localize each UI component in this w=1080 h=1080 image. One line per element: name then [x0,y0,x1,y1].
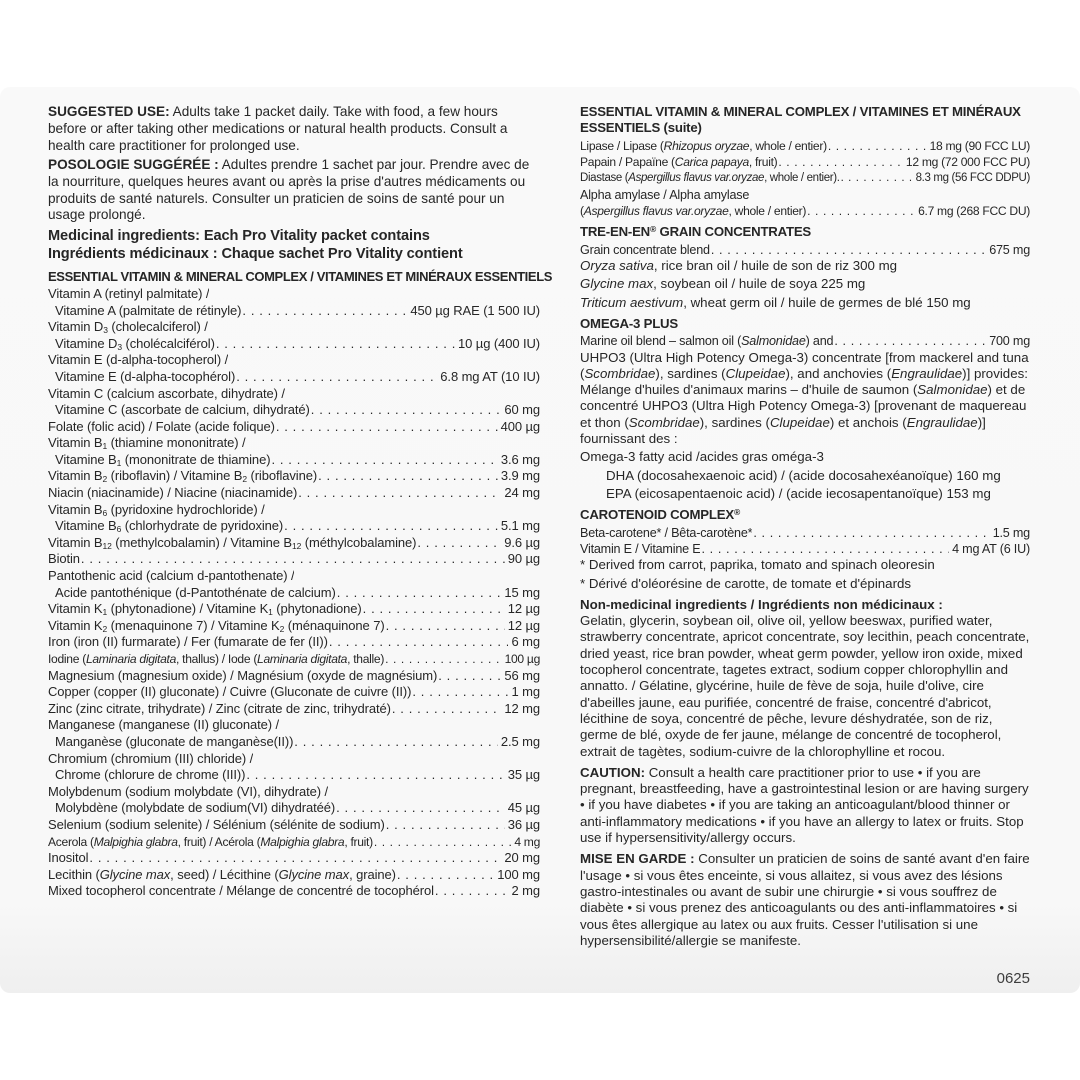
ingredient-name: Vitamin $B_2$ (riboflavin) / Vitamine $B_2$ (riboflavine) [48,468,318,485]
ingredient-row [48,883,540,900]
ingredient-row [48,651,540,668]
dot-leader [374,834,511,851]
ingredient-name: Chromium (chromium (III) chloride) / [48,750,254,766]
ingredient-name: Manganese (manganese (II) gluconate) / [48,717,280,733]
dot-leader [271,452,497,469]
ingredient-value: 675 mg [989,242,1030,257]
dot-leader [81,551,505,568]
ingredient-name: Vitamin C (calcium ascorbate, dihydrate) / [48,385,285,401]
ingredient-row [580,203,1030,219]
ingredient-row [48,452,540,469]
ingredient-name: Molybdène (molybdate de sodium(VI) dihydratéé) [55,800,336,816]
dot-leader [242,303,407,320]
ingredient-name: Beta-carotene* / Bêta-carotène* [580,525,753,540]
ingredient-row [48,800,540,817]
ingredient-value: 6.7 mg (268 FCC DU) [918,204,1030,218]
ingredient-row [48,784,540,801]
dot-leader [397,867,494,884]
paragraph: UHPO3 (Ultra High Potency Omega-3) concentrate [from mackerel and tuna (Scombridae), sardines (Clupeidae), and anchovies (Engraulidae)] provides: Mélange d'huiles d'animaux marins – d'huile de saumon (Salmonidae) et de concentré UHPO3 (Ultra High Potency Omega-3) [provenant de maquereau et thon (Scombridae), sardines (Clupeidae) et anchois (Engraulidae)] fournissant des : [580,349,1029,447]
ingredient-value: 2.5 mg [500,733,540,749]
ingredient-name: Vitamin $K_2$ (menaquinone 7) / Vitamine $K_2$ (ménaquinone 7) [48,617,385,634]
ingredient-name: Acide pantothénique (d-Pantothénate de calcium) [55,584,336,600]
dot-leader [236,369,437,386]
dot-leader [386,618,505,635]
ingredient-value: 400 µg [500,418,540,434]
ingredient-row [48,734,540,751]
right-column [580,104,1030,979]
ingredient-name: Molybdenum (sodium molybdate (VI), dihydrate) / [48,783,328,799]
ingredient-row [48,286,540,303]
ingredient-name: Iodine (Laminaria digitata, thallus) / Iode (Laminaria digitata, thalle) [48,652,385,666]
ingredient-row [580,525,1030,541]
ingredient-value: 8.3 mg (56 FCC DDPU) [915,172,1030,185]
ingredient-name: Vitamin E (d-alpha-tocopherol) / [48,352,229,368]
ingredient-value: 3.6 mg [500,451,540,467]
ingredient-row [580,138,1030,154]
paragraph: Glycine max, soybean oil / huile de soya 225 mg [580,276,866,292]
ingredient-row [48,867,540,884]
dot-leader [841,170,913,186]
dot-leader [216,336,455,353]
ingredient-row [48,767,540,784]
section-heading: CAROTENOID COMPLEX® [580,507,741,523]
dot-leader [392,701,502,718]
ingredient-row [48,369,540,386]
ingredient-row [48,419,540,436]
ingredient-name: Biotin [48,551,80,567]
dot-leader [276,419,498,436]
dot-leader [246,767,504,784]
paragraph: EPA (eicosapentaenoic acid) / (acide iecosapentanoïque) 153 mg [606,485,991,501]
ingredient-value: 3.9 mg [500,468,540,484]
ingredient-name: Vitamine A (palmitate de rétinyle) [55,302,242,318]
left-column [48,104,553,979]
ingredient-row [48,386,540,403]
ingredient-name: Vitamin A (retinyl palmitate) / [48,285,210,301]
paragraph: MISE EN GARDE : Consulter un praticien de soins de santé avant d'en faire l'usage • si vous êtes enceinte, si vous allaitez, si vous avez des lésions gastro-intestinales ou avant de subir une chirurgie • si vous souffrez de diabète • si vous prenez des anticoagulants ou des anti-inflammatoires • si vous êtes allergique au latex ou aux fruits. Cesser l'utilisation si une hypersensibilité/allergie se manifeste. [580,851,1030,948]
ingredient-row [48,535,540,552]
ingredient-value: 4 mg AT (6 IU) [952,541,1030,556]
ingredient-value: 1.5 mg [992,525,1030,540]
ingredient-row [48,352,540,369]
ingredient-name: Acerola (Malpighia glabra, fruit) / Acérola (Malpighia glabra, fruit) [48,834,373,849]
ingredient-row [48,601,540,618]
ingredient-name: Vitamine C (ascorbate de calcium, dihydraté) [55,402,310,418]
ingredient-value: 700 mg [989,334,1030,349]
label-panel [0,87,1080,993]
dot-leader [711,242,986,258]
ingredient-row [580,187,1030,203]
ingredient-name: Zinc (zinc citrate, trihydrate) / Zinc (citrate de zinc, trihydraté) [48,700,391,716]
dot-leader [435,883,509,900]
ingredient-name: Vitamin $B_6$ (pyridoxine hydrochloride) / [48,501,265,518]
ingredient-name: Vitamin $B_1$ (thiamine mononitrate) / [48,435,246,452]
ingredient-row [48,336,540,353]
ingredient-value: 5.1 mg [500,518,540,534]
ingredient-value: 60 mg [504,402,540,418]
dot-leader [89,850,501,867]
ingredient-name: (Aspergillus flavus var.oryzae, whole / entier) [580,204,807,218]
ingredient-value: 35 µg [507,767,540,783]
dot-leader [807,203,915,219]
dot-leader [778,154,903,170]
ingredient-row [48,551,540,568]
section-heading: ESSENTIAL VITAMIN & MINERAL COMPLEX / VITAMINES ET MINÉRAUX ESSENTIELS (suite) [580,104,1021,136]
ingredient-row [48,485,540,502]
section-heading: TRE-EN-EN® GRAIN CONCENTRATES [580,224,812,240]
ingredient-value: 6 mg [511,634,540,650]
dot-leader [412,684,508,701]
ingredient-row [48,402,540,419]
ingredient-row [48,850,540,867]
dot-leader [386,817,505,834]
ingredient-row [48,634,540,651]
ingredient-name: Niacin (niacinamide) / Niacine (niacinamide) [48,485,298,501]
ingredient-row [48,668,540,685]
ingredient-row [48,319,540,336]
dot-leader [753,525,989,541]
ingredient-row [48,518,540,535]
dot-leader [438,668,501,685]
ingredient-name: Magnesium (magnesium oxide) / Magnésium (oxyde de magnésium) [48,667,438,683]
ingredient-name: Vitamin $B_{12}$ (methylcobalamin) / Vitamine $B_{12}$ (méthylcobalamine) [48,534,417,551]
dot-leader [834,333,986,349]
dot-leader [311,402,502,419]
ingredient-name: Vitamine $D_3$ (cholécalciférol) [55,335,215,352]
ingredient-value: 18 mg (90 FCC LU) [929,138,1030,153]
ingredient-name: Selenium (sodium selenite) / Sélénium (sélénite de sodium) [48,816,385,832]
ingredient-row [48,701,540,718]
ingredient-row [580,154,1030,170]
dot-leader [701,541,949,557]
paragraph: SUGGESTED USE: Adults take 1 packet daily. Take with food, a few hours before or after taking other medications or natural health products. Consult a health care practitioner for prolonged use. [48,104,508,153]
ingredient-value: 20 mg [504,850,540,866]
ingredient-value: 450 µg RAE (1 500 IU) [410,302,540,318]
dot-leader [284,518,498,535]
ingredient-row [580,170,1030,186]
dot-leader [828,138,927,154]
ingredient-value: 45 µg [507,800,540,816]
ingredient-row [48,568,540,585]
dot-leader [336,800,505,817]
dot-leader [363,601,505,618]
ingredient-value: 10 µg (400 IU) [458,335,540,351]
ingredient-name: Vitamin E / Vitamine E [580,541,701,556]
ingredient-value: 90 µg [507,551,540,567]
ingredient-name: Lipase / Lipase (Rhizopus oryzae, whole / entier) [580,138,827,153]
ingredient-row [580,333,1030,349]
ingredient-row [580,541,1030,557]
dot-leader [329,634,509,651]
ingredient-value: 100 mg [497,866,540,882]
paragraph: DHA (docosahexaenoic acid) / (acide docosahexéanoïque) 160 mg [606,467,1001,483]
ingredient-row [48,585,540,602]
paragraph: Non-medicinal ingredients / Ingrédients non médicinaux : Gelatin, glycerin, soybean oil, olive oil, yellow beeswax, purified water, strawberry concentrate, apricot concentrate, soy lecithin, peach concentrate, dried yeast, rice bran powder, wheat germ powder, yellow iron oxide, mixed tocopherol concentrate, tagetes extract, sodium copper chlorophyllin and annatto. / Gélatine, glycérine, huile de fève de soja, huile d'olive, cire d'abeilles jaune, eau purifiée, concentré de fraise, concentré d'abricot, lécithine de soya, concentré de pêche, levure déshydratée, son de riz, germe de blé, oxyde de fer jaune, mélange de concentré de tocopherol, extrait de tagètes, sodium-cuivre de la chlorophylline et rocou. [580,596,1030,759]
dot-leader [385,651,501,668]
section-heading: ESSENTIAL VITAMIN & MINERAL COMPLEX / VITAMINES ET MINÉRAUX ESSENTIELS [48,268,553,284]
lot-code: 0625 [996,970,1030,987]
ingredient-value: 1 mg [511,684,540,700]
sub-heading: Medicinal ingredients: Each Pro Vitality packet contains Ingrédients médicinaux : Chaque sachet Pro Vitality contient [48,228,463,262]
ingredient-value: 24 mg [504,485,540,501]
ingredient-name: Iron (iron (II) furmarate) / Fer (fumarate de fer (II)) [48,634,328,650]
paragraph: Oryza sativa, rice bran oil / huile de son de riz 300 mg [580,258,898,273]
ingredient-value: 56 mg [504,667,540,683]
dot-leader [417,535,501,552]
ingredient-name: Folate (folic acid) / Folate (acide folique) [48,418,275,434]
label-content [48,104,1030,979]
ingredient-value: 2 mg [511,883,540,899]
ingredient-name: Chrome (chlorure de chrome (III)) [55,767,246,783]
ingredient-name: Lecithin (Glycine max, seed) / Lécithine (Glycine max, graine) [48,866,396,882]
ingredient-value: 12 µg [507,617,540,633]
ingredient-name: Vitamine $B_6$ (chlorhydrate de pyridoxine) [55,518,284,535]
ingredient-value: 100 µg [504,652,540,666]
ingredient-name: Vitamin $K_1$ (phytonadione) / Vitamine $K_1$ (phytonadione) [48,601,362,618]
ingredient-name: Marine oil blend – salmon oil (Salmonidae) and [580,334,834,349]
paragraph: * Derived from carrot, paprika, tomato and spinach oleoresin [580,557,935,573]
dot-leader [337,585,502,602]
ingredient-name: Mixed tocopherol concentrate / Mélange de concentré de tocophérol [48,883,434,899]
paragraph: Triticum aestivum, wheat germ oil / huile de germes de blé 150 mg [580,294,971,310]
ingredient-name: Inositol [48,850,89,866]
ingredient-value: 9.6 µg [504,534,540,550]
ingredient-value: 6.8 mg AT (10 IU) [440,368,540,384]
ingredient-value: 12 µg [507,601,540,617]
section-heading: OMEGA-3 PLUS [580,315,678,331]
ingredient-row [48,468,540,485]
ingredient-row [48,618,540,635]
ingredient-row [48,303,540,320]
ingredient-row [48,684,540,701]
paragraph: Omega-3 fatty acid /acides gras oméga-3 [580,449,824,465]
paragraph: * Dérivé d'oléorésine de carotte, de tomate et d'épinards [580,575,912,591]
ingredient-row [48,834,540,851]
ingredient-row [48,751,540,768]
ingredient-name: Alpha amylase / Alpha amylase [580,187,750,202]
paragraph: POSOLOGIE SUGGÉRÉE : Adultes prendre 1 sachet par jour. Prendre avec de la nourriture, quelques heures avant ou après la prise d'autres médicaments ou produits de santé naturels. Consulter un praticien de soins de santé pour un usage prolongé. [48,156,530,223]
ingredient-name: Papain / Papaïne (Carica papaya, fruit) [580,155,778,170]
ingredient-name: Vitamine E (d-alpha-tocophérol) [55,368,236,384]
dot-leader [318,468,498,485]
ingredient-name: Manganèse (gluconate de manganèse(II)) [55,733,294,749]
ingredient-name: Vitamin $D_3$ (cholecalciferol) / [48,319,208,336]
ingredient-name: Diastase (Aspergillus flavus var.oryzae, whole / entier). [580,172,840,185]
ingredient-value: 4 mg [514,834,540,849]
dot-leader [298,485,501,502]
ingredient-value: 12 mg [504,700,540,716]
dot-leader [294,734,498,751]
ingredient-value: 12 mg (72 000 FCC PU) [905,155,1030,170]
ingredient-value: 36 µg [507,816,540,832]
ingredient-name: Pantothenic acid (calcium d-pantothenate) / [48,568,295,584]
ingredient-row [580,242,1030,258]
ingredient-row [48,502,540,519]
ingredient-name: Vitamine $B_1$ (mononitrate de thiamine) [55,451,271,468]
ingredient-name: Copper (copper (II) gluconate) / Cuivre (Gluconate de cuivre (II)) [48,684,412,700]
ingredient-row [48,717,540,734]
ingredient-value: 15 mg [504,584,540,600]
ingredient-row [48,435,540,452]
ingredient-name: Grain concentrate blend [580,242,710,257]
paragraph: CAUTION: Consult a health care practitioner prior to use • if you are pregnant, breastfeeding, have a gastrointestinal lesion or are having surgery • if you have diabetes • if you are taking an anticoagulant/blood thinner or anti-inflammatory medications • if you have an allergy to latex or fruits. Stop use if hypersensitivity/allergy occurs. [580,764,1029,846]
ingredient-row [48,817,540,834]
